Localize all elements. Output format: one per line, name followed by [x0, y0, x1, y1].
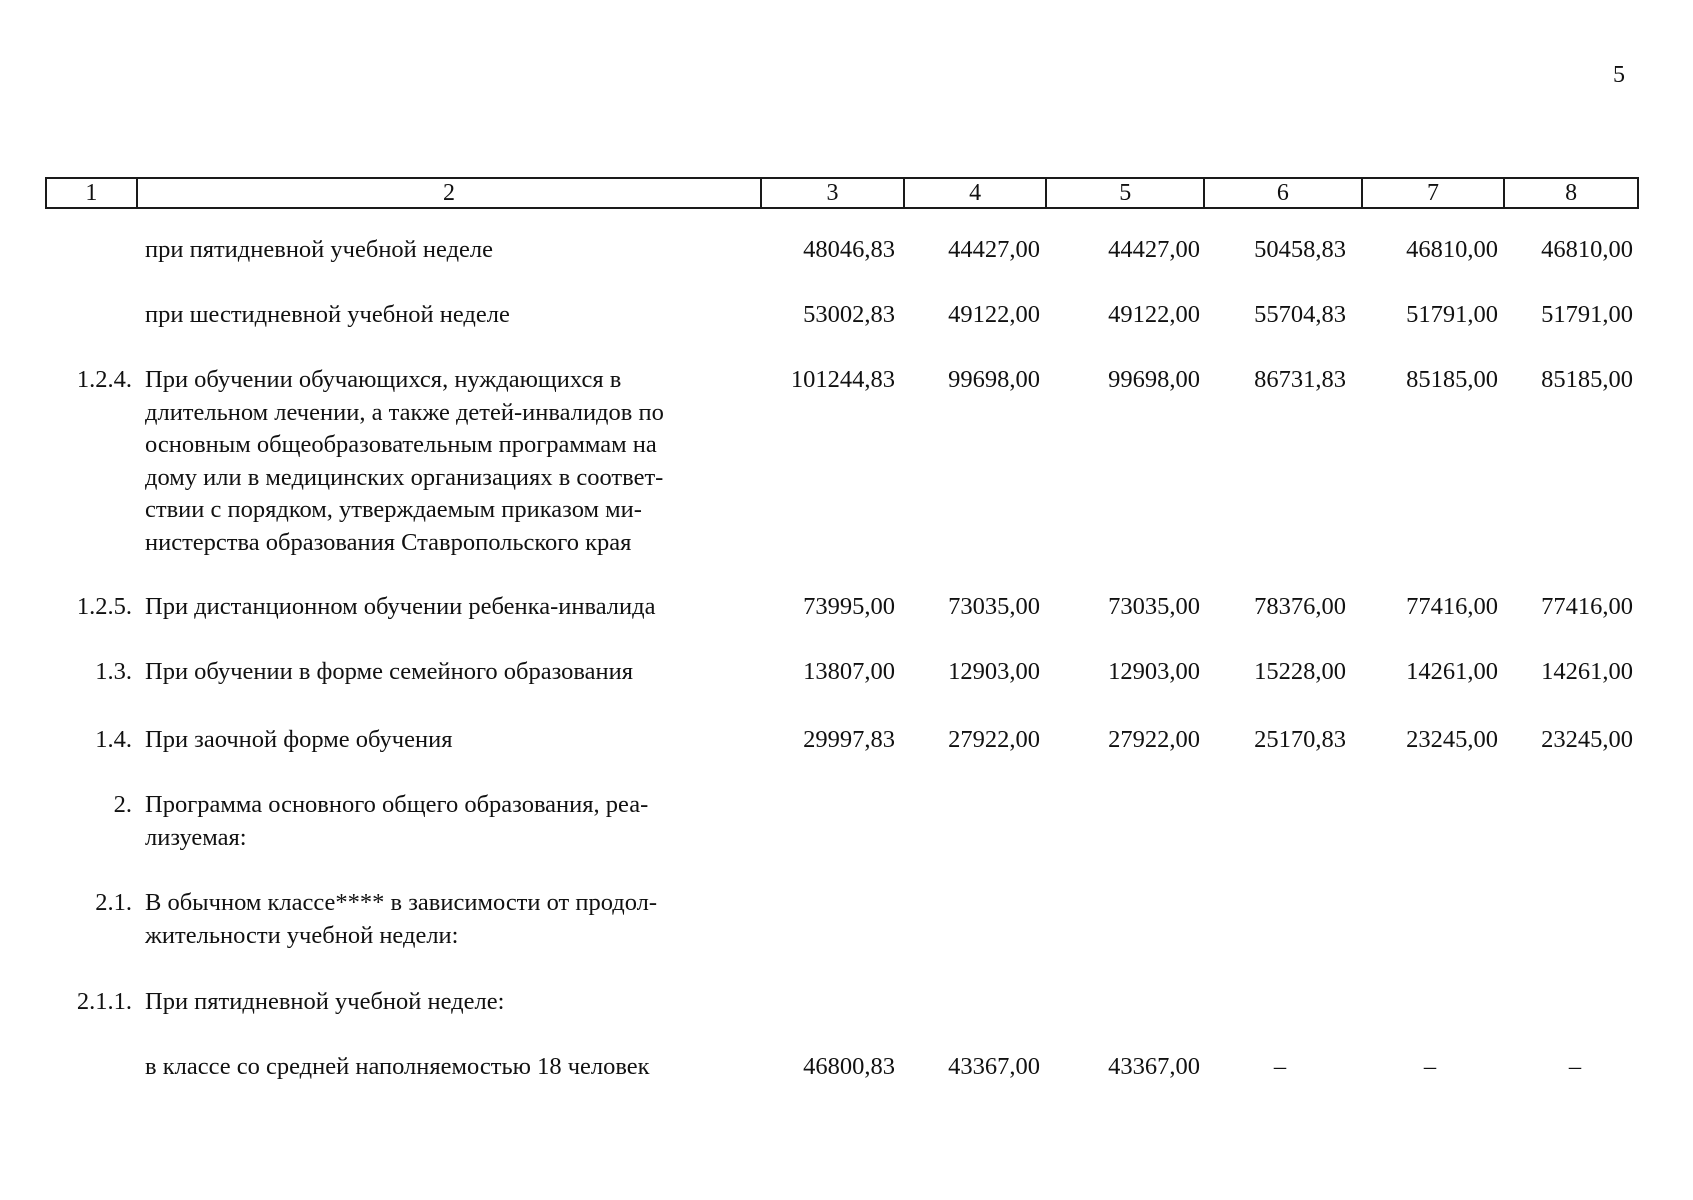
- row-value-col8: 14261,00: [1541, 658, 1633, 685]
- row-value-col8: 85185,00: [1541, 366, 1633, 393]
- row-value-col4: 49122,00: [948, 301, 1040, 328]
- row-text: При обучении в форме семейного образования: [145, 658, 634, 685]
- row-value-col8: 51791,00: [1541, 301, 1633, 328]
- row-value-col3: 48046,83: [803, 236, 895, 263]
- header-cell-2: 2: [136, 179, 760, 207]
- header-cell-3: 3: [760, 179, 903, 207]
- row-value-col5: 44427,00: [1108, 236, 1200, 263]
- row-value-col8: –: [1568, 1053, 1582, 1080]
- row-value-col5: 12903,00: [1108, 658, 1200, 685]
- row-value-col4: 27922,00: [948, 726, 1040, 753]
- row-value-col4: 44427,00: [948, 236, 1040, 263]
- row-value-col6: 78376,00: [1254, 593, 1346, 620]
- row-text: в классе со средней наполняемостью 18 человек: [145, 1053, 650, 1080]
- header-cell-7: 7: [1361, 179, 1504, 207]
- row-text: При заочной форме обучения: [145, 726, 453, 753]
- row-value-col7: 46810,00: [1406, 236, 1498, 263]
- row-value-col6: 86731,83: [1254, 366, 1346, 393]
- header-cell-5: 5: [1045, 179, 1203, 207]
- row-value-col8: 46810,00: [1541, 236, 1633, 263]
- row-value-col6: 15228,00: [1254, 658, 1346, 685]
- row-value-col6: 50458,83: [1254, 236, 1346, 263]
- row-value-col3: 101244,83: [790, 366, 895, 393]
- row-value-col5: 49122,00: [1108, 301, 1200, 328]
- row-value-col7: 14261,00: [1406, 658, 1498, 685]
- row-value-col8: 23245,00: [1541, 726, 1633, 753]
- row-value-col7: 51791,00: [1406, 301, 1498, 328]
- row-value-col4: 73035,00: [948, 593, 1040, 620]
- row-value-col8: 77416,00: [1541, 593, 1633, 620]
- row-text: При пятидневной учебной неделе:: [145, 988, 505, 1015]
- row-value-col3: 13807,00: [803, 658, 895, 685]
- row-value-col7: 23245,00: [1406, 726, 1498, 753]
- row-value-col5: 99698,00: [1108, 366, 1200, 393]
- table-header-row: [45, 177, 1639, 209]
- row-number: 1.2.5.: [76, 593, 132, 620]
- header-cell-4: 4: [903, 179, 1046, 207]
- row-value-col4: 99698,00: [948, 366, 1040, 393]
- row-value-col7: 77416,00: [1406, 593, 1498, 620]
- row-value-col6: –: [1273, 1053, 1287, 1080]
- header-cell-8: 8: [1503, 179, 1637, 207]
- row-number: 2.1.: [95, 889, 132, 916]
- page-number: 5: [1613, 62, 1625, 88]
- row-text: При обучении обучающихся, нуждающихся в длительном лечении, а также детей-инвалидов по основным общеобразовательным программам на дому или в медицинских организациях в соответ- ствии с порядком, утверждаемым приказом ми- нистерства образования Ставропольского края: [145, 366, 664, 556]
- row-text: при шестидневной учебной неделе: [145, 301, 510, 328]
- row-value-col3: 46800,83: [803, 1053, 895, 1080]
- row-text: при пятидневной учебной неделе: [145, 236, 494, 263]
- row-value-col3: 29997,83: [803, 726, 895, 753]
- row-value-col6: 25170,83: [1254, 726, 1346, 753]
- row-number: 1.2.4.: [76, 366, 132, 393]
- row-value-col7: 85185,00: [1406, 366, 1498, 393]
- row-value-col5: 43367,00: [1108, 1053, 1200, 1080]
- header-cell-6: 6: [1203, 179, 1361, 207]
- row-text: При дистанционном обучении ребенка-инвалида: [145, 593, 656, 620]
- header-cell-1: 1: [85, 180, 98, 206]
- row-number: 1.3.: [95, 658, 132, 685]
- row-value-col4: 12903,00: [948, 658, 1040, 685]
- row-number: 1.4.: [95, 726, 132, 753]
- row-value-col6: 55704,83: [1254, 301, 1346, 328]
- row-value-col3: 73995,00: [803, 593, 895, 620]
- row-value-col5: 27922,00: [1108, 726, 1200, 753]
- row-number: 2.1.1.: [76, 988, 132, 1015]
- row-value-col5: 73035,00: [1108, 593, 1200, 620]
- row-number: 2.: [113, 791, 132, 818]
- row-value-col3: 53002,83: [803, 301, 895, 328]
- row-text: Программа основного общего образования, реа- лизуемая:: [145, 791, 649, 851]
- row-value-col4: 43367,00: [948, 1053, 1040, 1080]
- row-value-col7: –: [1423, 1053, 1437, 1080]
- row-text: В обычном классе**** в зависимости от продол- жительности учебной недели:: [145, 889, 658, 949]
